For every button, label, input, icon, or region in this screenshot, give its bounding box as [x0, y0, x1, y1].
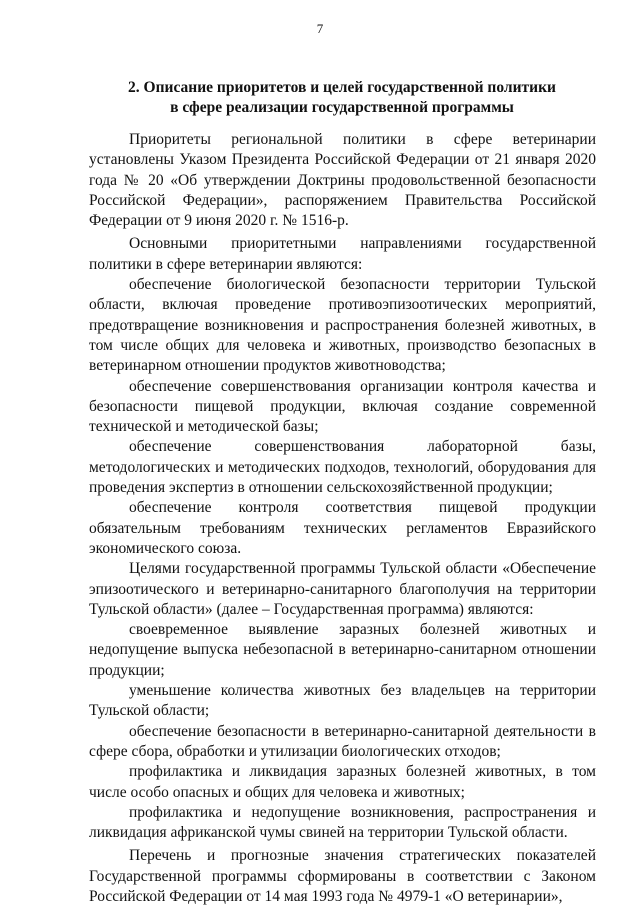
paragraph: Целями государственной программы Тульской области «Обеспечение эпизоотического и ветеринарно-санитарного благополучия на территории Тульской области» (далее – Государственная программа) являются: [89, 560, 596, 618]
page-number: 7 [316, 21, 324, 36]
paragraph: обеспечение безопасности в ветеринарно-санитарной деятельности в сфере сбора, обработки и утилизации биологических отходов; [89, 722, 596, 760]
paragraph: обеспечение биологической безопасности территории Тульской области, включая проведение противоэпизоотических мероприятий, предотвращение возникновения и распространения болезней животных, в том числе общих для человека и животных, производство безопасных в ветеринарном отношении продуктов животноводства; [89, 276, 596, 375]
paragraph: своевременное выявление заразных болезней животных и недопущение выпуска небезопасной в ветеринарно-санитарном отношении продукции; [89, 621, 596, 679]
paragraph: Приоритеты региональной политики в сфере ветеринарии установлены Указом Президента Российской Федерации от 21 января 2020 года № 20 «Об утверждении Доктрины продовольственной безопасности Российской Федерации», распоряжением Правительства Российской Федерации от 9 июня 2020 г. № 1516-р. [89, 131, 596, 230]
paragraph: профилактика и ликвидация заразных болезней животных, в том числе особо опасных и общих для человека и животных; [89, 763, 596, 801]
paragraph: профилактика и недопущение возникновения, распространения и ликвидация африканской чумы свиней на территории Тульской области. [89, 803, 596, 842]
section-heading-line-2: в сфере реализации государственной программы [170, 99, 514, 116]
section-heading-line-1: 2. Описание приоритетов и целей государственной политики [128, 79, 556, 96]
paragraph: обеспечение контроля соответствия пищевой продукции обязательным требованиям технических регламентов Евразийского экономического союза. [89, 499, 596, 557]
paragraph: Основными приоритетными направлениями государственной политики в сфере ветеринарии являются: [89, 235, 596, 273]
paragraph: уменьшение количества животных без владельцев на территории Тульской области; [89, 682, 596, 720]
paragraph: обеспечение совершенствования лабораторной базы, методологических и методических подходов, технологий, оборудования для проведения экспертиз в отношении сельскохозяйственной продукции; [89, 438, 596, 497]
section-heading [90, 78, 594, 118]
paragraph: обеспечение совершенствования организации контроля качества и безопасности пищевой продукции, включая создание современной технической и методической базы; [89, 377, 596, 436]
document-body [89, 130, 596, 907]
paragraph: Перечень и прогнозные значения стратегических показателей Государственной программы сформированы в соответствии с Законом Российской Федерации от 14 мая 1993 года № 4979-1 «О ветеринарии», [89, 847, 596, 905]
